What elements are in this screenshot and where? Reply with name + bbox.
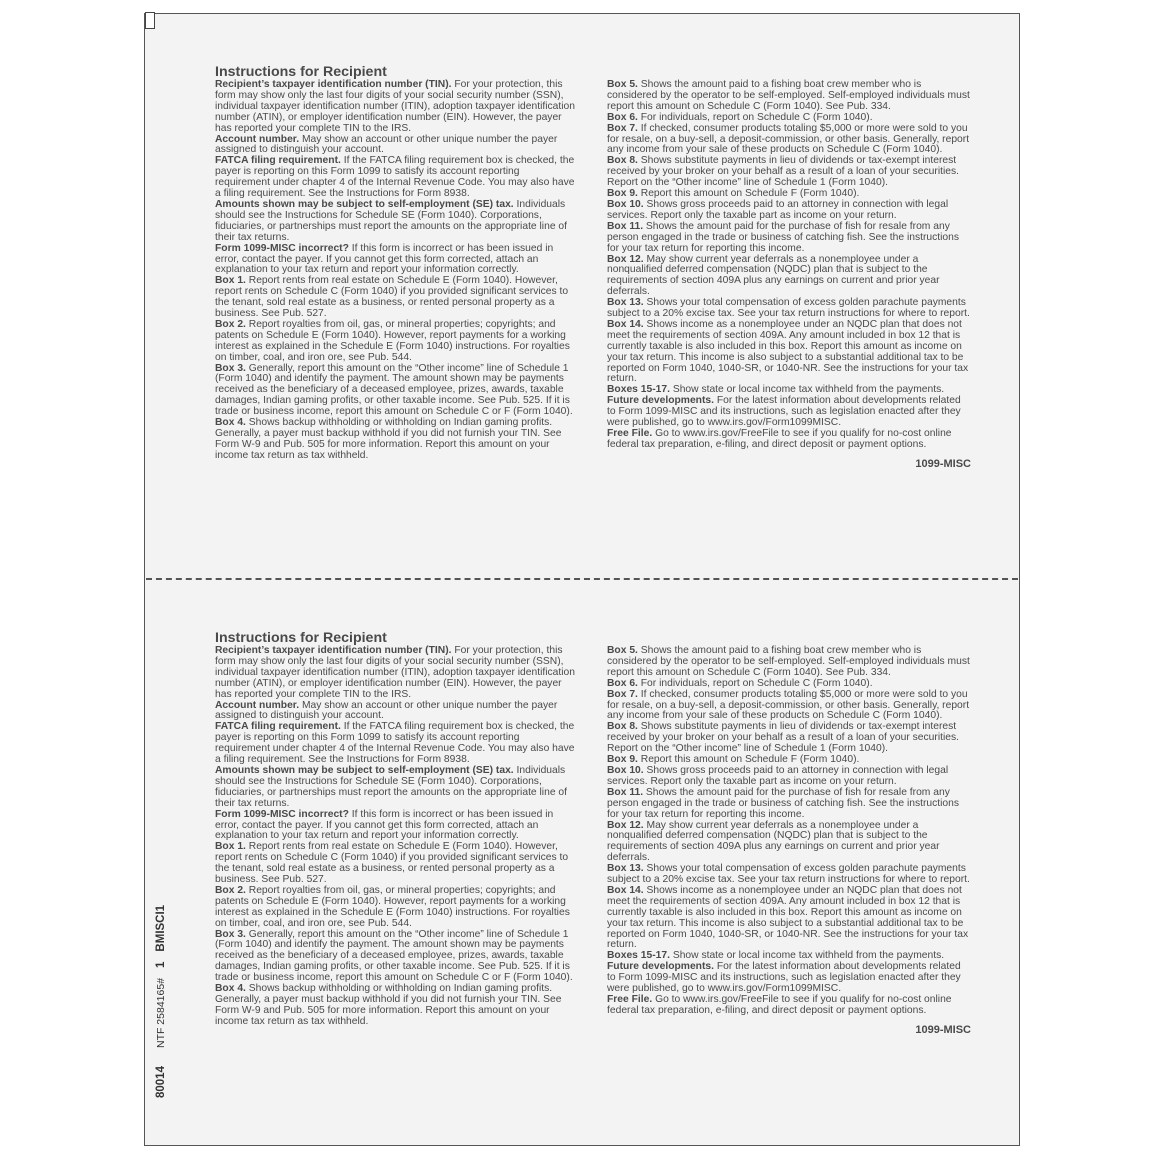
instruction-paragraph: [607, 821, 971, 865]
instruction-text: Individuals should see the Instructions for Schedule SE (Form 1040). Corporations, fiduciaries, or partnerships must report the amounts on the appropriate line of their tax returns.: [215, 764, 567, 809]
instruction-lead: Box 5.: [607, 79, 638, 90]
instruction-lead: Box 10.: [607, 764, 644, 776]
instruction-lead: Box 3.: [215, 362, 246, 374]
instruction-lead: Box 2.: [215, 884, 246, 896]
instruction-text: Shows substitute payments in lieu of dividends or tax-exempt interest received by your broker on your behalf as a result of a loan of your securities. Report on the “Other income” line of Schedule 1 (Form 1040).: [607, 155, 959, 189]
instruction-text: Report royalties from oil, gas, or mineral properties; copyrights; and patents on Schedule E (Form 1040). However, report payments for a working interest as explained in the Schedule E (Form 1040) instructions. For royalties on timber, coal, and iron ore, see Pub. 544.: [215, 318, 570, 363]
instruction-paragraph: [607, 200, 971, 222]
instruction-text: If checked, consumer products totaling $5,000 or more were sold to you for resale, on a buy-sell, a deposit-commission, or other basis. Generally, report any income from your sale of these products on Schedule C (Form 1040).: [607, 688, 970, 722]
instruction-text: If the FATCA filing requirement box is checked, the payer is reporting on this Form 1099 to satisfy its account reporting requirement under chapter 4 of the Internal Revenue Code. You may also have a filing requirement. See the Instructions for Form 8938.: [215, 155, 575, 200]
left-column: [215, 64, 577, 462]
instruction-lead: Box 6.: [607, 111, 638, 123]
side-copy-number: 1: [155, 961, 167, 968]
instructions-heading: Instructions for Recipient: [215, 630, 387, 646]
instruction-lead: Boxes 15-17.: [607, 950, 670, 962]
instruction-lead: Box 5.: [607, 645, 638, 656]
instruction-text: Report royalties from oil, gas, or mineral properties; copyrights; and patents on Schedule E (Form 1040). However, report payments for a working interest as explained in the Schedule E (Form 1040) instructions. For royalties on timber, coal, and iron ore, see Pub. 544.: [215, 884, 570, 929]
instruction-paragraph: [607, 995, 971, 1017]
instruction-lead: Box 2.: [215, 318, 246, 330]
instruction-paragraph: [607, 298, 971, 320]
instruction-lead: Box 11.: [607, 220, 644, 232]
perforation-line: [146, 578, 1018, 580]
instruction-lead: Box 10.: [607, 198, 644, 210]
instruction-paragraph: [607, 766, 971, 788]
instruction-lead: Recipient’s taxpayer identification number (TIN).: [215, 645, 452, 656]
instruction-lead: Box 7.: [607, 122, 638, 134]
instruction-lead: Box 9.: [607, 188, 638, 200]
left-paragraphs: [215, 80, 577, 462]
instruction-paragraph: [607, 690, 971, 723]
instruction-text: May show an account or other unique number the payer assigned to distinguish your account.: [215, 699, 558, 722]
side-form-code: [150, 878, 172, 1098]
instruction-lead: Box 6.: [607, 677, 638, 689]
instruction-lead: Box 7.: [607, 688, 638, 700]
instruction-paragraph: [215, 135, 577, 157]
instruction-lead: Box 4.: [215, 417, 246, 429]
instruction-lead: Form 1099-MISC incorrect?: [215, 808, 349, 820]
left-column: [215, 630, 577, 1028]
instruction-lead: FATCA filing requirement.: [215, 155, 341, 167]
instruction-paragraph: [607, 962, 971, 995]
form-number-label: 1099-MISC: [915, 457, 971, 470]
instruction-text: Individuals should see the Instructions for Schedule SE (Form 1040). Corporations, fiduciaries, or partnerships must report the amounts on the appropriate line of their tax returns.: [215, 198, 567, 243]
instruction-text: Show state or local income tax withheld from the payments.: [669, 384, 945, 396]
instruction-lead: Box 9.: [607, 754, 638, 766]
instructions-heading: Instructions for Recipient: [215, 64, 387, 80]
instruction-paragraph: [215, 418, 577, 462]
instruction-text: Go to www.irs.gov/FreeFile to see if you qualify for no-cost online federal tax preparation, e-filing, and direct deposit or payment options.: [607, 428, 952, 450]
instruction-text: Shows the amount paid for the purchase of fish for resale from any person engaged in the trade or business of catching fish. See the instructions for your tax return for reporting this income.: [607, 220, 960, 254]
instruction-paragraph: [215, 156, 577, 200]
instruction-lead: Box 4.: [215, 983, 246, 995]
instruction-paragraph: [607, 156, 971, 189]
instruction-paragraph: [607, 80, 971, 113]
instruction-lead: Box 3.: [215, 928, 246, 940]
instruction-lead: Box 14.: [607, 884, 644, 896]
instruction-paragraph: [215, 646, 577, 701]
instruction-text: Shows substitute payments in lieu of dividends or tax-exempt interest received by your broker on your behalf as a result of a loan of your securities. Report on the “Other income” line of Schedule 1 (Form 1040).: [607, 721, 959, 755]
instruction-lead: Future developments.: [607, 395, 714, 407]
instruction-text: Shows your total compensation of excess golden parachute payments subject to a 20% excise tax. See your tax return instructions for where to report.: [607, 297, 970, 320]
instruction-paragraph: [607, 255, 971, 299]
instruction-text: Shows income as a nonemployee under an NQDC plan that does not meet the requirements of section 409A. Any amount included in box 12 that is currently taxable is also included in this box. Report this amount as income on your tax return. This income is also subject to a substantial additional tax to be reported on Form 1040, 1040-SR, or 1040-NR. See the instructions for your tax return.: [607, 318, 969, 385]
instruction-text: Shows gross proceeds paid to an attorney in connection with legal services. Report only the taxable part as income on your return.: [607, 198, 949, 221]
instruction-paragraph: [215, 701, 577, 723]
instruction-lead: Box 11.: [607, 786, 644, 798]
instruction-text: May show current year deferrals as a nonemployee under a nonqualified deferred compensation (NQDC) plan that is subject to the requirements of section 409A plus any earnings on current and prior year deferrals.: [607, 819, 940, 864]
instruction-text: May show current year deferrals as a nonemployee under a nonqualified deferred compensation (NQDC) plan that is subject to the requirements of section 409A plus any earnings on current and prior year deferrals.: [607, 253, 940, 298]
instruction-text: If checked, consumer products totaling $5,000 or more were sold to you for resale, on a buy-sell, a deposit-commission, or other basis. Generally, report any income from your sale of these products on Schedule C (Form 1040).: [607, 122, 970, 156]
instruction-text: Shows the amount paid to a fishing boat crew member who is considered by the operator to be self-employed. Self-employed individuals must report this amount on Schedule C (Form 1040). See Pub. 334.: [607, 645, 970, 678]
instruction-text: If the FATCA filing requirement box is checked, the payer is reporting on this Form 1099 to satisfy its account reporting requirement under chapter 4 of the Internal Revenue Code. You may also have a filing requirement. See the Instructions for Form 8938.: [215, 721, 575, 766]
instruction-text: Shows gross proceeds paid to an attorney in connection with legal services. Report only the taxable part as income on your return.: [607, 764, 949, 787]
instruction-text: Report this amount on Schedule F (Form 1040).: [637, 754, 860, 766]
side-ntf: NTF 2584165#: [155, 977, 167, 1049]
instruction-lead: Box 13.: [607, 863, 644, 875]
instruction-lead: Box 1.: [215, 841, 246, 853]
instruction-paragraph: [607, 396, 971, 429]
instruction-lead: Amounts shown may be subject to self-employment (SE) tax.: [215, 198, 514, 210]
instruction-lead: Box 14.: [607, 318, 644, 330]
instruction-text: Show state or local income tax withheld from the payments.: [669, 950, 945, 962]
instruction-text: Shows the amount paid for the purchase of fish for resale from any person engaged in the trade or business of catching fish. See the instructions for your tax return for reporting this income.: [607, 786, 960, 820]
instruction-paragraph: [607, 124, 971, 157]
instruction-paragraph: [607, 788, 971, 821]
instruction-text: For your protection, this form may show only the last four digits of your social security number (SSN), individual taxpayer identification number (ITIN), adoption taxpayer identification number (ATIN), or employer identification number (EIN). However, the payer has reported your complete TIN to the IRS.: [215, 79, 576, 134]
instruction-lead: FATCA filing requirement.: [215, 721, 341, 733]
instruction-paragraph: [607, 320, 971, 385]
instruction-text: Report rents from real estate on Schedule E (Form 1040). However, report rents on Schedule C (Form 1040) if you provided significant services to the tenant, sold real estate as a business, or rented personal property as a business. See Pub. 527.: [215, 275, 569, 320]
instruction-lead: Form 1099-MISC incorrect?: [215, 242, 349, 254]
instruction-paragraph: [215, 364, 577, 419]
instruction-lead: Boxes 15-17.: [607, 384, 670, 396]
instruction-lead: Box 1.: [215, 275, 246, 287]
instruction-paragraph: [607, 864, 971, 886]
instruction-text: Shows income as a nonemployee under an NQDC plan that does not meet the requirements of section 409A. Any amount included in box 12 that is currently taxable is also included in this box. Report this amount as income on your tax return. This income is also subject to a substantial additional tax to be reported on Form 1040, 1040-SR, or 1040-NR. See the instructions for your tax return.: [607, 884, 969, 951]
instruction-text: For the latest information about developments related to Form 1099-MISC and its instructions, such as legislation enacted after they were published, go to www.irs.gov/Form1099MISC.: [607, 961, 961, 995]
instruction-text: Generally, report this amount on the “Other income” line of Schedule 1 (Form 1040) and identify the payment. The amount shown may be payments received as the beneficiary of a deceased employee, prizes, awards, taxable damages, Indian gaming profits, or other taxable income. See Pub. 525. If it is trade or business income, report this amount on Schedule C or F (Form 1040).: [215, 362, 573, 418]
instruction-lead: Box 8.: [607, 721, 638, 733]
instruction-text: If this form is incorrect or has been issued in error, contact the payer. If you cannot get this form corrected, attach an explanation to your tax return and report your information correctly.: [215, 242, 554, 276]
instruction-lead: Amounts shown may be subject to self-employment (SE) tax.: [215, 764, 514, 776]
instruction-paragraph: [607, 429, 971, 451]
instruction-lead: Account number.: [215, 699, 300, 711]
instructions-copy-top: [215, 64, 971, 504]
form-number-label: 1099-MISC: [915, 1023, 971, 1036]
right-paragraphs: [607, 80, 971, 451]
instruction-lead: Box 13.: [607, 297, 644, 309]
instruction-text: For individuals, report on Schedule C (Form 1040).: [637, 677, 873, 689]
instruction-paragraph: [607, 646, 971, 679]
right-paragraphs: [607, 646, 971, 1017]
instruction-paragraph: [215, 200, 577, 244]
instruction-lead: Box 12.: [607, 253, 644, 265]
instructions-copy-bottom: [215, 630, 971, 1070]
instruction-paragraph: [215, 722, 577, 766]
instruction-text: Report rents from real estate on Schedule E (Form 1040). However, report rents on Schedule C (Form 1040) if you provided significant services to the tenant, sold real estate as a business, or rented personal property as a business. See Pub. 527.: [215, 841, 569, 886]
right-column: [607, 80, 971, 470]
instruction-paragraph: [607, 222, 971, 255]
instruction-text: For your protection, this form may show only the last four digits of your social security number (SSN), individual taxpayer identification number (ITIN), adoption taxpayer identification number (ATIN), or employer identification number (EIN). However, the payer has reported your complete TIN to the IRS.: [215, 645, 576, 700]
instruction-text: Generally, report this amount on the “Other income” line of Schedule 1 (Form 1040) and identify the payment. The amount shown may be payments received as the beneficiary of a deceased employee, prizes, awards, taxable damages, Indian gaming profits, or other taxable income. See Pub. 525. If it is trade or business income, report this amount on Schedule C or F (Form 1040).: [215, 928, 573, 984]
instruction-lead: Box 12.: [607, 819, 644, 831]
side-code-2: BMISCI1: [155, 904, 167, 952]
instruction-text: For individuals, report on Schedule C (Form 1040).: [637, 111, 873, 123]
instruction-text: Go to www.irs.gov/FreeFile to see if you qualify for no-cost online federal tax preparation, e-filing, and direct deposit or payment options.: [607, 994, 952, 1016]
right-column: [607, 646, 971, 1036]
instruction-lead: Free File.: [607, 428, 653, 439]
instruction-text: Shows backup withholding or withholding on Indian gaming profits. Generally, a payer must backup withhold if you did not furnish your TIN. See Form W-9 and Pub. 505 for more information. Report this amount on your income tax return as tax withheld.: [215, 983, 562, 1027]
instruction-paragraph: [215, 320, 577, 364]
instruction-lead: Account number.: [215, 133, 300, 145]
instruction-lead: Future developments.: [607, 961, 714, 973]
instruction-paragraph: [215, 930, 577, 985]
instruction-paragraph: [215, 984, 577, 1028]
instruction-text: Shows your total compensation of excess golden parachute payments subject to a 20% excise tax. See your tax return instructions for where to report.: [607, 863, 970, 886]
side-code-1: 80014: [155, 1066, 167, 1098]
instruction-paragraph: [215, 80, 577, 135]
instruction-text: May show an account or other unique number the payer assigned to distinguish your account.: [215, 133, 558, 156]
instruction-text: Report this amount on Schedule F (Form 1040).: [637, 188, 860, 200]
instruction-paragraph: [215, 886, 577, 930]
instruction-paragraph: [607, 722, 971, 755]
instruction-paragraph: [215, 276, 577, 320]
left-paragraphs: [215, 646, 577, 1028]
instruction-text: Shows the amount paid to a fishing boat crew member who is considered by the operator to be self-employed. Self-employed individuals must report this amount on Schedule C (Form 1040). See Pub. 334.: [607, 79, 970, 112]
instruction-paragraph: [215, 842, 577, 886]
instruction-text: Shows backup withholding or withholding on Indian gaming profits. Generally, a payer must backup withhold if you did not furnish your TIN. See Form W-9 and Pub. 505 for more information. Report this amount on your income tax return as tax withheld.: [215, 417, 562, 461]
instruction-paragraph: [607, 886, 971, 951]
instruction-lead: Box 8.: [607, 155, 638, 167]
instruction-paragraph: [215, 766, 577, 810]
instruction-paragraph: [215, 244, 577, 277]
instruction-text: If this form is incorrect or has been issued in error, contact the payer. If you cannot get this form corrected, attach an explanation to your tax return and report your information correctly.: [215, 808, 554, 842]
instruction-lead: Recipient’s taxpayer identification number (TIN).: [215, 79, 452, 90]
instruction-text: For the latest information about developments related to Form 1099-MISC and its instructions, such as legislation enacted after they were published, go to www.irs.gov/Form1099MISC.: [607, 395, 961, 429]
instruction-paragraph: [215, 810, 577, 843]
instruction-lead: Free File.: [607, 994, 653, 1005]
corner-registration-mark: [145, 12, 155, 29]
